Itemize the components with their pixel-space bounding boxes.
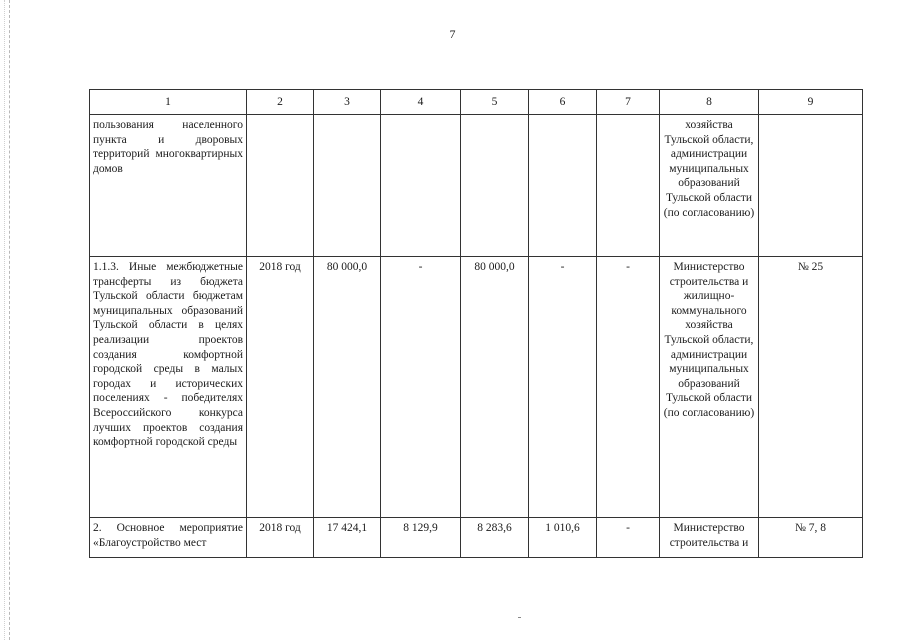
total-amount-cell: 80 000,0 (314, 257, 381, 518)
other-amount-cell: - (597, 518, 660, 558)
column-header: 7 (597, 90, 660, 115)
regional-amount-cell (461, 115, 529, 257)
federal-amount-cell (381, 115, 461, 257)
indicator-cell: № 7, 8 (759, 518, 863, 558)
column-header: 3 (314, 90, 381, 115)
indicator-cell: № 25 (759, 257, 863, 518)
budget-table (89, 89, 863, 558)
period-cell: 2018 год (247, 518, 314, 558)
column-header: 8 (660, 90, 759, 115)
column-header: 2 (247, 90, 314, 115)
column-header: 9 (759, 90, 863, 115)
binding-margin-line-faint (4, 0, 5, 640)
local-amount-cell: 1 010,6 (529, 518, 597, 558)
responsible-cell: Министерство строительства и (660, 518, 759, 558)
page-number: 7 (449, 27, 456, 41)
responsible-cell: хозяйства Тульской области, администрации муниципальных образований Тульской области (по согласованию) (660, 115, 759, 257)
activity-name-cell: пользования населенного пункта и дворовых территорий многоквартирных домов (90, 115, 247, 257)
column-header: 4 (381, 90, 461, 115)
other-amount-cell: - (597, 257, 660, 518)
indicator-cell (759, 115, 863, 257)
regional-amount-cell: 80 000,0 (461, 257, 529, 518)
local-amount-cell (529, 115, 597, 257)
period-cell (247, 115, 314, 257)
other-amount-cell (597, 115, 660, 257)
total-amount-cell (314, 115, 381, 257)
federal-amount-cell: - (381, 257, 461, 518)
regional-amount-cell: 8 283,6 (461, 518, 529, 558)
column-header: 1 (90, 90, 247, 115)
column-header: 6 (529, 90, 597, 115)
binding-margin-line (9, 0, 10, 640)
local-amount-cell: - (529, 257, 597, 518)
total-amount-cell: 17 424,1 (314, 518, 381, 558)
federal-amount-cell: 8 129,9 (381, 518, 461, 558)
table-row (90, 518, 863, 558)
activity-name-cell: 1.1.3. Иные межбюджетные трансферты из бюджета Тульской области бюджетам муниципальных образований Тульской области в целях реализации проектов создания комфортной городской среды в малых городах и исторических поселениях - победителях Всероссийского конкурса лучших проектов создания комфортной городской среды (90, 257, 247, 518)
table-header-row (90, 90, 863, 115)
column-header: 5 (461, 90, 529, 115)
table-row (90, 257, 863, 518)
table-row (90, 115, 863, 257)
period-cell: 2018 год (247, 257, 314, 518)
activity-name-cell: 2. Основное мероприятие «Благоустройство мест (90, 518, 247, 558)
responsible-cell: Министерство строительства и жилищно-коммунального хозяйства Тульской области, администрации муниципальных образований Тульской области (по согласованию) (660, 257, 759, 518)
scan-speck (518, 617, 521, 618)
